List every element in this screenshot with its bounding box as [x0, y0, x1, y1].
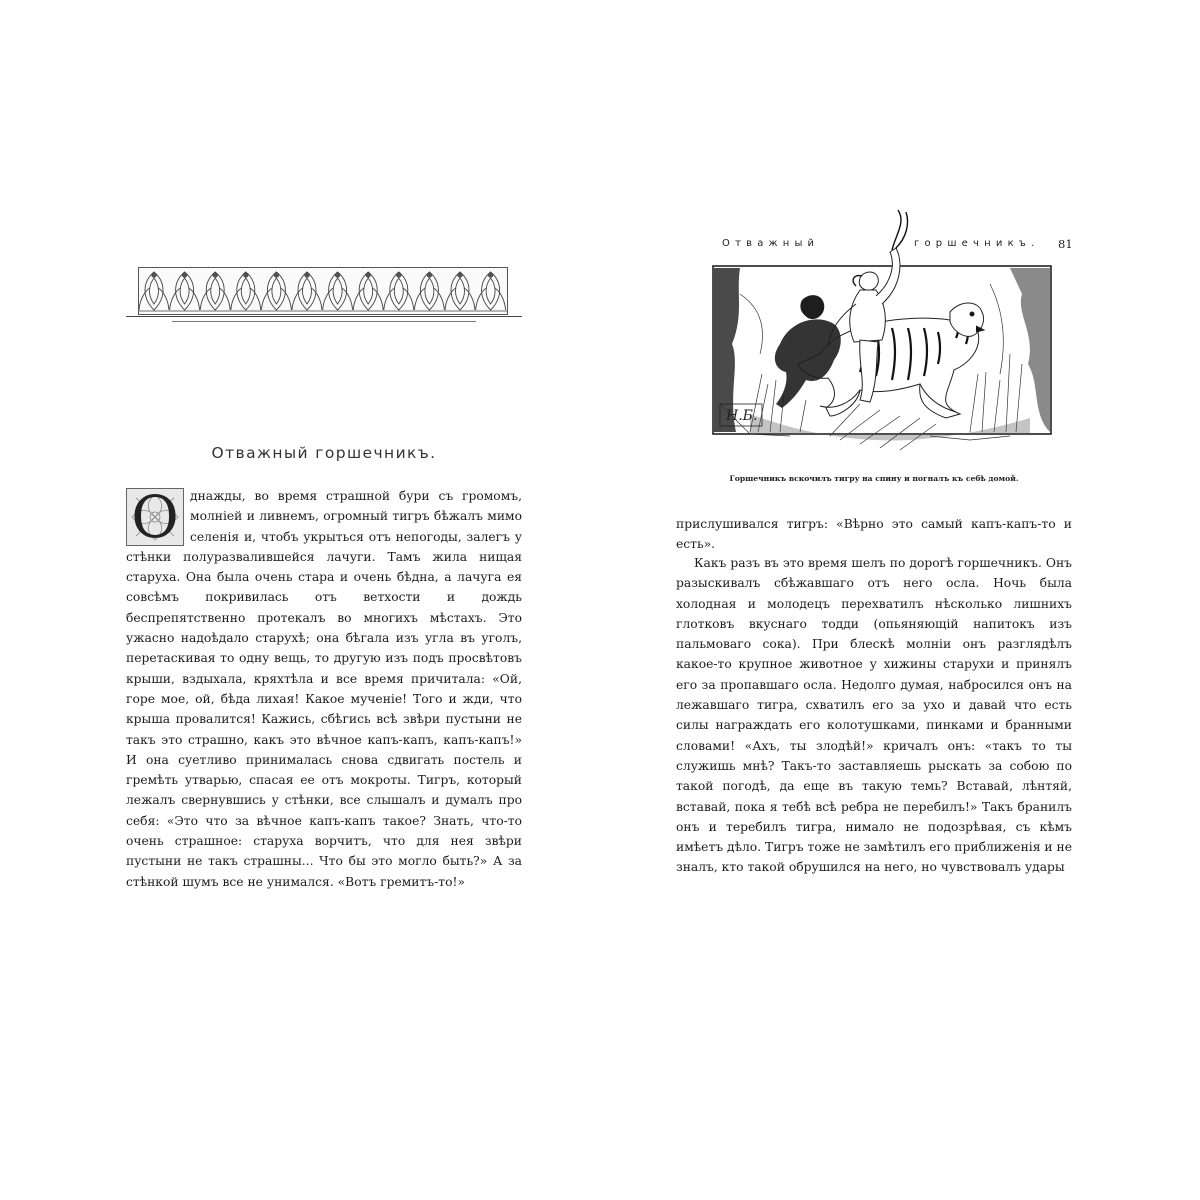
decorative-headpiece-icon	[138, 267, 508, 315]
story-paragraph-text: днажды, во время страшной бури съ громомъ, молнiей и ливнемъ, огромный тигръ бѣжалъ мимо селенiя и, чтобъ укрыться отъ непогоды, залегъ у стѣнки полуразвалившейся лачуги. Тамъ жила нищая старуха. Она была очень стара и очень бѣдна, а лачуга ея совсѣмъ покривилась отъ ветхости и дождь беспрепятственно протекалъ во многихъ мѣстахъ. Это ужасно надоѣдало старухѣ; она бѣгала изъ угла въ уголъ, перетаскивая то одну вещь, то другую изъ подъ просвѣтовъ крыши, вздыхала, кряхтѣла и все время причитала: «Ой, горе мое, ой, бѣда лихая! Какое мученiе! Того и жди, что крыша провалится! Кажись, сбѣгись всѣ звѣри пустыни не такъ это страшно, какъ это вѣчное капъ-капъ, капъ-капъ!» И она суетливо принималась снова сдвигать постель и гремѣть утварью, спасая ее отъ мокроты. Тигръ, который лежалъ свернувшись у стѣнки, все слышалъ и думалъ про себя: «Это что за вѣчное капъ-капъ такое? Знать, что-то очень страшное: старуха ворчитъ, что для нея звѣри пустыни не такъ страшны... Что бы это могло быть?» А за стѣнкой шумъ все не унимался. «Вотъ гремитъ-то!»	[126, 489, 522, 889]
story-paragraph-continued: прислушивался тигръ: «Вѣрно это самый капъ-капъ-то и есть».	[676, 517, 1072, 552]
story-title: Отважный горшечникъ.	[211, 444, 437, 462]
page-number: 81	[1058, 237, 1073, 251]
illustration-caption: Горшечникъ вскочилъ тигру на спину и погналъ къ себѣ домой.	[729, 474, 1019, 483]
drop-cap-letter: О	[131, 483, 179, 551]
illustration-signature: Н.Б.	[726, 408, 758, 424]
drop-cap	[126, 483, 184, 551]
headpiece-rule	[126, 316, 522, 317]
story-paragraph-next: Какъ разъ въ это время шелъ по дорогѣ горшечникъ. Онъ разыскивалъ сбѣжавшаго отъ него осла. Ночь была холодная и молодецъ перехватилъ нѣсколько лишнихъ глотковъ вкуснаго тодди (опьяняющiй напитокъ изъ пальмоваго сока). При блескѣ молнiи онъ разглядѣлъ какое-то крупное животное у хижины старухи и принялъ его за пропавшаго осла. Недолго думая, набросился онъ на лежавшаго тигра, схватилъ его за ухо и давай что есть силы награждать его колотушками, пинками и бранными словами! «Ахъ, ты злодѣй!» кричалъ онъ: «такъ то ты служишь мнѣ? Такъ-то заставляешь рыскать за собою по такой погодѣ, да еще въ такую темь? Вставай, лѣнтяй, вставай, пока я тебѣ всѣ ребра не перебилъ!» Такъ бранилъ онъ и теребилъ тигра, нимало не подозрѣвая, съ кѣмъ имѣетъ дѣло. Тигръ тоже не замѣтилъ его приближенiя и не зналъ, кто такой обрушился на него, но чувствовалъ удары	[676, 556, 1072, 875]
story-paragraph	[126, 483, 522, 892]
tiger-rider-engraving-icon	[710, 204, 1056, 466]
running-head-word-1: Отважный	[722, 238, 820, 249]
running-head-word-2: горшечникъ.	[914, 238, 1040, 249]
headpiece-rule-short	[172, 321, 476, 322]
